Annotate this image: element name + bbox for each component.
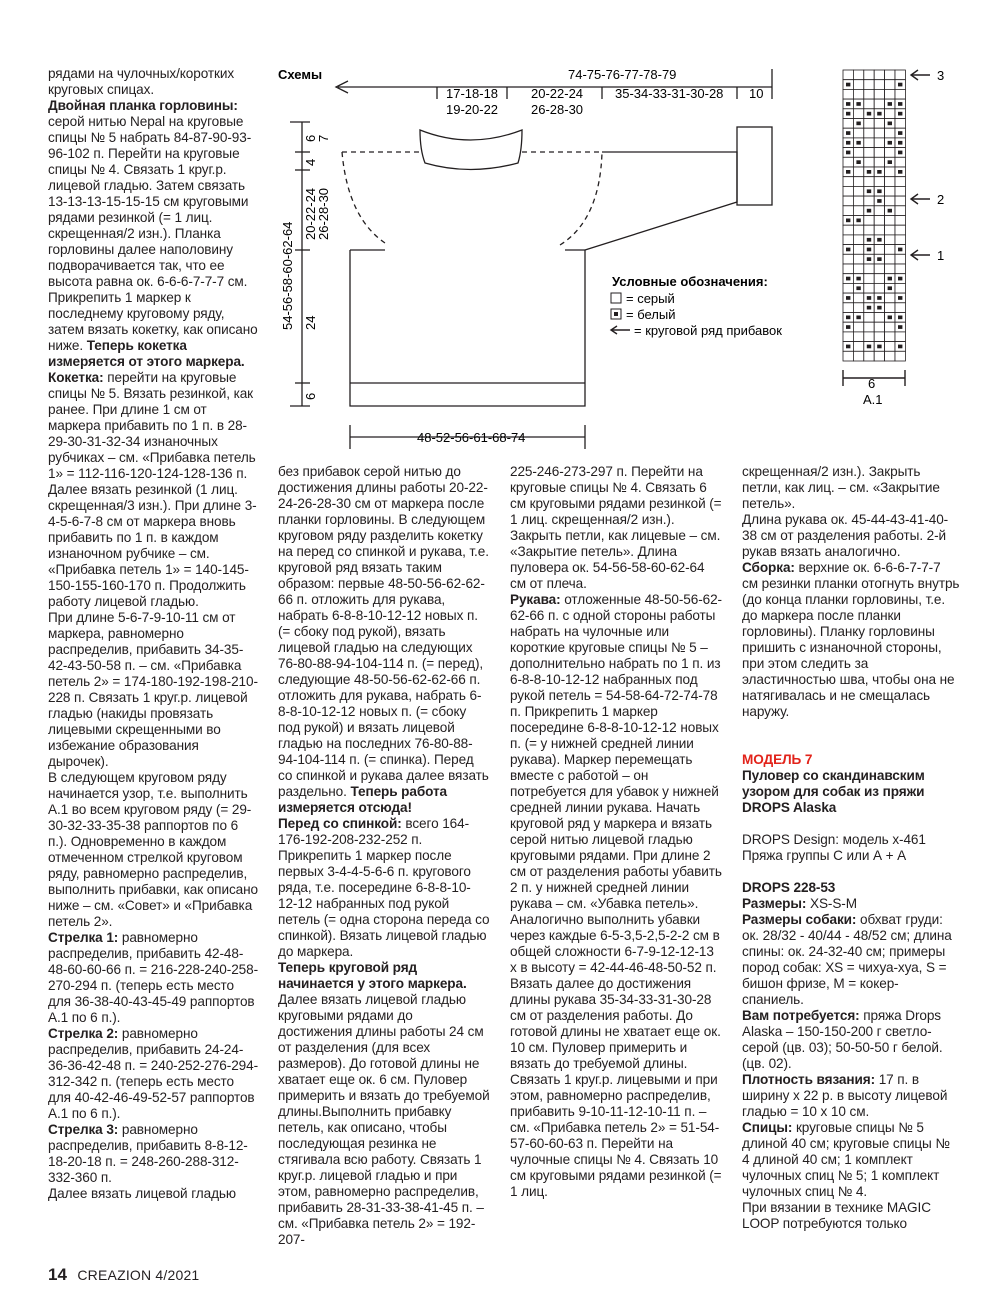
chart-cell [843,303,853,313]
chart-cell [843,157,853,167]
chart-cell [843,283,853,293]
chart-white-stitch [846,112,850,116]
chart-cell [874,157,884,167]
chart-cell [885,303,895,313]
chart-cell [853,322,863,332]
chart-white-stitch [846,83,850,87]
chart-cell [874,332,884,342]
chart-white-stitch [856,141,860,145]
chart-cell [843,70,853,80]
model-magic-loop: При вязании в технике MAGIC LOOP потребуются только [742,1200,931,1231]
chart-cell [885,225,895,235]
chart-cell [853,89,863,99]
chart-cell [853,177,863,187]
chart-cell [864,283,874,293]
chart-white-stitch [846,102,850,106]
chart-cell [895,177,905,187]
model-materials: Вам потребуется: пряжа Drops Alaska – 150-150-200 г светло-серой (цв. 03); 50-50-50 г белой. (цв. 02). [742,1008,943,1071]
chart-cell [864,196,874,206]
chart-cell [895,264,905,274]
chart-white-stitch [846,170,850,174]
paragraph: Сборка: верхние ок. 6-6-6-7-7-7 см резинки планки отогнуть внутрь (до конца планки горловины, т.е. до маркера после планки горловины). Планку горловины пришить с изнаночной стороны, при этом следить за эластичностью шва, чтобы она не натягивалась и не смещалась наружу. [742,560,960,719]
chart-cell [885,128,895,138]
chart-white-stitch [898,248,902,252]
chart-cell [895,119,905,129]
chart-cell [885,89,895,99]
chart-cell [853,128,863,138]
chart-white-stitch [856,277,860,281]
chart-white-stitch [877,238,881,242]
chart-white-stitch [867,257,871,261]
chart-cell [885,322,895,332]
chart-cell [864,216,874,226]
chart-white-stitch [888,102,892,106]
chart-white-stitch [877,199,881,203]
chart-cell [864,274,874,284]
chart-white-stitch [856,102,860,106]
chart-cell [895,254,905,264]
chart-white-stitch [888,160,892,164]
chart-cell [885,264,895,274]
dim-seg1-b: 19-20-22 [446,102,499,117]
paragraph: Длина рукава ок. 45-44-43-41-40-38 см от разделения работы. 2-й рукав вязать аналогично. [742,512,949,559]
chart-cell [895,186,905,196]
chart-cell [853,80,863,90]
paragraph: Рукава: отложенные 48-50-56-62-62-66 п. с одной стороны работы набрать на чулочные или короткие круговые спицы № 5 – дополнительно набрать по 1 п. из 6-8-8-10-12-12 набранных под рукой петель = 54-58-64-72-74-78 п. Прикрепить 1 маркер посередине 6-8-8-10-12-12 новых п. (= у нижней средней линии рукава). Маркер перемещать вместе с работой – он потребуется для убавок у нижней средней линии рукава. Начать круговой ряд у маркера и вязать серой нитью лицевой гладью круговыми рядами. При длине 2 см от разделения работы убавить 2 п. у нижней средней линии рукава – см. «Убавка петель». Аналогично выполнить убавки через каждые 6-5-3,5-2,5-2-2 см в общей сложности 6-7-9-12-12-13 х в высоту = 42-44-46-48-50-52 п. Вязать далее до достижения длины рукава 35-34-33-31-30-28 см от разделения работы. До готовой длины не хватает еще ок. 10 см. Пуловер примерить и вязать до требуемой длины. Связать 1 круг.р. лицевыми и при этом, равномерно распределив, прибавить 9-10-11-12-10-11 п. – см. «Прибавка петель 2» = 51-54-57-60-60-63 п. Перейти на чулочные спицы № 4. Связать 10 см круговыми рядами резинкой (= 1 лиц. [510,592,722,1199]
pattern-chart-a1 [0,0,997,420]
chart-cell [895,216,905,226]
chart-white-stitch [898,277,902,281]
chart-cell [853,254,863,264]
chart-white-stitch [877,257,881,261]
chart-cell [885,235,895,245]
chart-cell [874,80,884,90]
paragraph: Стрелка 2: равномерно распределив, прибавить 24-24-36-36-42-48 п. = 240-252-276-294-312-342 п. (теперь есть место для 40-42-46-49-52-57 раппортов А.1 по 6 п.). [48,1026,258,1121]
chart-cell [885,177,895,187]
chart-cell [874,128,884,138]
chart-white-stitch [888,209,892,213]
chart-cell [853,235,863,245]
chart-white-stitch [877,112,881,116]
chart-cell [864,119,874,129]
chart-white-stitch [846,277,850,281]
chart-white-stitch [867,248,871,252]
chart-white-stitch [898,345,902,349]
chart-white-stitch [856,219,860,223]
chart-cell [895,89,905,99]
paragraph: Далее вязать лицевой гладью круговыми рядами до достижения длины работы 24 см от разделения (для всех размеров). До готовой длины не хватает еще ок. 6 см. Пуловер примерить и вязать до требуемой длины.Выполнить прибавку петель, как описано, чтобы последующая резинка не стягивала всю работу. Связать 1 круг.р. лицевой гладью и при этом, равномерно распределив, прибавить 28-31-33-38-41-45 п. – см. «Прибавка петель 2» = 192-207- [278,992,490,1247]
chart-white-stitch [877,345,881,349]
chart-cell [885,351,895,361]
model-needles: Спицы: круговые спицы № 5 длиной 40 см; круговые спицы № 4 длиной 40 см; 1 комплект чулочных спиц № 5; 1 комплект чулочных спиц № 4. [742,1120,950,1199]
chart-cell [864,351,874,361]
chart-white-stitch [867,345,871,349]
chart-cell [885,70,895,80]
chart-cell [874,274,884,284]
chart-cell [874,119,884,129]
model-sizes: Размеры: XS-S-M [742,896,857,911]
paragraph: В следующем круговом ряду начинается узор, т.е. выполнить А.1 во всем круговом ряду (= 29-30-32-33-35-38 раппортов по 6 п.). Одновременно в каждом отмеченном стрелкой круговом ряду, равномерно распределив, выполнить прибавки, как описано ниже – см. «Совет» и «Прибавка петель 2». [48,770,258,929]
model-title: Пуловер со скандинавским узором для собак из пряжи DROPS Alaska [742,768,925,815]
chart-cell [843,351,853,361]
chart-cell [885,342,895,352]
chart-cell [853,332,863,342]
chart-cell [853,206,863,216]
chart-cell [843,225,853,235]
legend-title: Условные обозначения: [612,274,768,289]
chart-white-stitch [867,238,871,242]
chart-cell [885,80,895,90]
chart-cell [853,245,863,255]
paragraph: Кокетка: перейти на круговые спицы № 5. Вязать резинкой, как ранее. При длине 1 см от маркера прибавить по 1 п. в 28-29-30-31-32-34 изнаночных рубчиках – см. «Прибавка петель 1» = 112-116-120-124-128-136 п. [48,370,256,481]
chart-cell [853,70,863,80]
chart-white-stitch [888,286,892,290]
chart-cell [895,303,905,313]
chart-cell [853,342,863,352]
chart-white-stitch [846,151,850,155]
model-density: Плотность вязания: 17 п. в ширину х 22 р. в высоту лицевой гладью = 10 х 10 см. [742,1072,948,1119]
dim-seg2-b: 26-28-30 [531,102,584,117]
chart-white-stitch [898,316,902,320]
paragraph: Стрелка 3: равномерно распределив, прибавить 8-8-12-18-20-18 п. = 248-260-288-312-332-360 п. [48,1122,248,1185]
chart-cell [895,196,905,206]
paragraph: Теперь круговой ряд начинается у этого маркера. [278,960,467,991]
model-dog-sizes: Размеры собаки: обхват груди: ок. 28/32 - 40/44 - 48/52 см; длина спины: ок. 24-32-40 см; примеры пород собак: XS = чихуа-хуа, S = бишон фризе, M = кокер-спаниель. [742,912,952,1007]
dim-collar-6: 6 [303,134,318,142]
dim-seg2-a: 20-22-24 [531,86,584,101]
chart-white-stitch [867,209,871,213]
paragraph: Далее вязать лицевой гладью [48,1186,236,1201]
chart-white-stitch [867,296,871,300]
chart-cell [895,332,905,342]
chart-cell [864,322,874,332]
chart-cell [885,216,895,226]
chart-white-stitch [888,316,892,320]
chart-cell [895,235,905,245]
chart-white-stitch [856,160,860,164]
paragraph: скрещенная/2 изн.). Закрыть петли, как лиц. – см. «Закрытие петель». [742,464,940,511]
chart-cell [895,225,905,235]
chart-cell [853,351,863,361]
chart-cell [864,89,874,99]
chart-cell [874,225,884,235]
dim-total-length: 54-56-58-60-62-64 [280,221,295,330]
chart-cell [853,148,863,158]
chart-cell [853,186,863,196]
chart-cell [885,196,895,206]
chart-cell [864,138,874,148]
chart-cell [874,148,884,158]
chart-cell [885,254,895,264]
text-column-2 [278,464,490,1248]
dim-seg4: 10 [749,86,764,101]
dim-4: 4 [303,158,318,166]
chart-cell [885,293,895,303]
schema-title: Схемы [278,67,323,82]
text-column-3 [510,464,722,1200]
chart-cell [843,206,853,216]
chart-white-stitch [898,296,902,300]
chart-cell [864,177,874,187]
paragraph: Стрелка 1: равномерно распределив, прибавить 42-48-48-60-60-66 п. = 216-228-240-258-270-294 п. (теперь есть место для 36-38-40-43-45-49 раппортов А.1 по 6 п.). [48,930,258,1025]
chart-cell [895,351,905,361]
chart-cell [843,254,853,264]
chart-cell [853,167,863,177]
chart-cell [874,216,884,226]
chart-cell [864,99,874,109]
chart-white-stitch [888,277,892,281]
text-column-4 [742,464,960,1232]
chart-white-stitch [877,170,881,174]
chart-cell [864,332,874,342]
chart-cell [885,167,895,177]
chart-cell [843,119,853,129]
chart-cell [874,138,884,148]
chart-cell [864,148,874,158]
chart-cell [885,245,895,255]
chart-cell [874,99,884,109]
chart-cell [853,109,863,119]
dim-collar-7: 7 [316,134,331,142]
chart-white-stitch [877,306,881,310]
page-number: 14 [48,1265,67,1284]
chart-name: A.1 [863,392,883,407]
chart-cell [864,70,874,80]
chart-white-stitch [846,316,850,320]
legend-white: = белый [626,307,676,322]
chart-white-stitch [877,189,881,193]
chart-white-stitch [888,141,892,145]
chart-white-stitch [898,102,902,106]
chart-cell [864,264,874,274]
chart-cell [885,109,895,119]
dim-seg3: 35-34-33-31-30-28 [615,86,724,101]
chart-cell [843,235,853,245]
chart-cell [874,245,884,255]
chart-cell [885,332,895,342]
chart-white-stitch [846,219,850,223]
chart-cell [864,225,874,235]
chart-cell [874,264,884,274]
chart-cell [853,196,863,206]
chart-cell [843,186,853,196]
chart-white-stitch [856,316,860,320]
chart-cell [864,157,874,167]
chart-cell [874,70,884,80]
chart-cell [895,206,905,216]
chart-cell [843,177,853,187]
chart-white-stitch [898,151,902,155]
paragraph: рядами на чулочных/коротких круговых спицах. [48,66,235,97]
paragraph: без прибавок серой нитью до достижения длины работы 20-22-24-26-28-30 см от маркера после планки горловины. В следующем круговом ряду разделить кокетку на перед со спинкой и рукава, т.е. круговой ряд вязать таким образом: первые 48-50-56-62-62-66 п. отложить для рукава, набрать 6-8-8-10-12-12 новых п. (= сбоку под рукой), вязать лицевой гладью на следующих 76-80-88-94-104-114 п. (= перед), следующие 48-50-56-62-62-66 п. отложить для рукава, набрать 6-8-8-10-12-12 новых п. (= сбоку под рукой) и вязать лицевой гладью на последних 76-80-88-94-104-114 п. (= спинка). Перед со спинкой и рукава далее вязать раздельно. Теперь работа измеряется отсюда! [278,464,489,815]
dim-yoke-b: 26-28-30 [316,187,331,240]
chart-cell [895,157,905,167]
dim-bottom-width: 48-52-56-61-68-74 [417,430,526,445]
chart-cell [885,186,895,196]
chart-cell [874,322,884,332]
paragraph: При длине 5-6-7-9-10-11 см от маркера, равномерно распределив, прибавить 34-35-42-43-50-58 п. – см. «Прибавка петель 2» = 174-180-192-198-210-228 п. Связать 1 круг.р. лицевой гладью (накиды провязать лицевыми скрещенными во избежание образования дырочек). [48,610,258,769]
chart-cell [874,351,884,361]
chart-white-stitch [846,131,850,135]
chart-white-stitch [856,122,860,126]
chart-white-stitch [867,306,871,310]
chart-white-stitch [898,112,902,116]
dim-yoke-a: 20-22-24 [303,187,318,240]
model-code: DROPS 228-53 [742,880,836,895]
chart-white-stitch [867,170,871,174]
chart-white-stitch [846,325,850,329]
chart-arrow-2: 2 [937,192,945,207]
chart-white-stitch [846,345,850,349]
dim-top-width: 74-75-76-77-78-79 [568,67,677,82]
chart-white-stitch [898,83,902,87]
chart-cell [895,70,905,80]
chart-white-stitch [877,296,881,300]
dim-seg1-a: 17-18-18 [446,86,499,101]
magazine-issue: CREAZION 4/2021 [77,1267,200,1283]
chart-arrow-3: 3 [937,68,945,83]
chart-white-stitch [856,286,860,290]
assembly-text [742,464,960,720]
chart-white-stitch [867,189,871,193]
model-yarn-group: Пряжа группы С или А + А [742,848,907,863]
chart-cell [853,293,863,303]
chart-cell [853,303,863,313]
chart-cell [874,313,884,323]
chart-cell [843,196,853,206]
legend-grey: = серый [626,291,675,306]
model-label: МОДЕЛЬ 7 [742,752,813,767]
paragraph: Двойная планка горловины: серой нитью Nepal на круговые спицы № 5 набрать 84-87-90-93-96-102 п. Перейти на круговые спицы № 4. Связать 1 круг.р. лицевой гладью. Затем связать 13-13-13-15-15-15 см круговыми рядами резинкой (= 1 лиц. скрещенная/2 изн.). Планка горловины далее наполовину подворачивается так, что ее высота равна ок. 6-6-6-7-7-7 см. Прикрепить 1 маркер к последнему круговому ряду, затем вязать кокетку, как описано ниже. Теперь кокетка измеряется от этого маркера. [48,98,258,369]
chart-white-stitch [846,141,850,145]
page-footer [48,1265,199,1285]
chart-cell [853,225,863,235]
chart-cell [843,332,853,342]
legend-arrow: = круговой ряд прибавок [634,323,782,338]
chart-cell [885,148,895,158]
chart-cell [874,283,884,293]
chart-white-stitch [898,141,902,145]
chart-arrow-1: 1 [937,248,945,263]
model-design: DROPS Design: модель x-461 [742,832,926,847]
dim-rib-6: 6 [303,392,318,400]
chart-white-stitch [846,296,850,300]
chart-white-stitch [898,325,902,329]
chart-white-stitch [846,248,850,252]
chart-cell [853,264,863,274]
chart-white-stitch [888,122,892,126]
chart-repeat-count: 6 [868,376,876,391]
chart-cell [843,264,853,274]
chart-cell [843,89,853,99]
paragraph: 225-246-273-297 п. Перейти на круговые спицы № 4. Связать 6 см круговыми рядами резинкой (= 1 лиц. скрещенная/2 изн.). Закрыть петли, как лицевые – см. «Закрытие петель». Длина пуловера ок. 54-56-58-60-62-64 см от плеча. [510,464,722,591]
chart-white-stitch [898,170,902,174]
chart-cell [864,128,874,138]
chart-white-stitch [898,131,902,135]
chart-cell [874,177,884,187]
paragraph: Далее вязать резинкой (1 лиц. скрещенная/3 изн.). При длине 3-4-5-6-7-8 см от маркера вновь прибавить по 1 п. в каждом изнаночном рубчике – см. «Прибавка петель 1» = 140-145-150-155-160-170 п. Продолжить работу лицевой гладью. [48,482,257,609]
dim-body-24: 24 [303,315,318,330]
paragraph: Перед со спинкой: всего 164-176-192-208-232-252 п. Прикрепить 1 маркер после первых 3-4-4-5-6-6 п. кругового ряда, т.е. посередине 6-8-8-10-12-12 набранных под рукой петель (= одна сторона переда со спинкой). Вязать лицевой гладью до маркера. [278,816,490,959]
chart-white-stitch [867,112,871,116]
chart-cell [895,283,905,293]
chart-cell [874,89,884,99]
chart-cell [874,206,884,216]
chart-cell [864,80,874,90]
chart-cell [864,313,874,323]
